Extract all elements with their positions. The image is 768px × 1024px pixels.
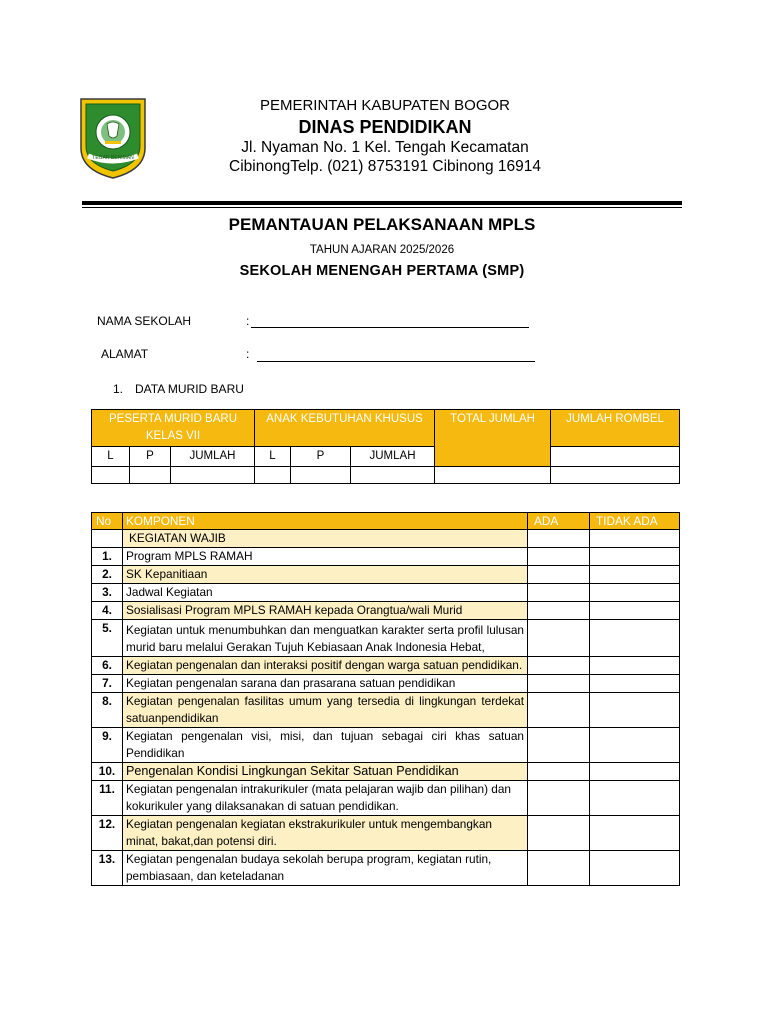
row-number: 7. xyxy=(92,675,123,693)
subheader-p: P xyxy=(130,447,171,467)
row-text: Kegiatan pengenalan budaya sekolah berupa program, kegiatan rutin, pembiasaan, dan keteladanan xyxy=(123,851,528,886)
address-colon: : xyxy=(246,347,250,361)
input-cell[interactable] xyxy=(130,467,171,484)
section-title: DATA MURID BARU xyxy=(135,382,244,396)
tidak-ada-checkbox[interactable] xyxy=(590,851,680,886)
header-component: KOMPONEN xyxy=(123,513,528,530)
row-number: 3. xyxy=(92,584,123,602)
subheader-jumlah: JUMLAH xyxy=(171,447,255,467)
input-cell[interactable] xyxy=(551,467,680,484)
input-cell[interactable] xyxy=(255,467,291,484)
header-ada: ADA xyxy=(528,513,590,530)
row-number: 12. xyxy=(92,816,123,851)
student-data-table xyxy=(91,409,680,484)
tidak-ada-checkbox[interactable] xyxy=(590,675,680,693)
tidak-ada-checkbox[interactable] xyxy=(590,602,680,620)
row-number: 9. xyxy=(92,728,123,763)
row-text: Kegiatan pengenalan fasilitas umum yang tersedia di lingkungan terdekat satuanpendidikan xyxy=(123,693,528,728)
table-row xyxy=(92,584,680,602)
contact-line: CibinongTelp. (021) 8753191 Cibinong 16914 xyxy=(229,158,541,175)
letterhead-divider-thin xyxy=(82,207,682,208)
tidak-ada-checkbox[interactable] xyxy=(590,781,680,816)
ada-checkbox[interactable] xyxy=(528,693,590,728)
section-number: 1. xyxy=(113,382,124,396)
tidak-ada-checkbox[interactable] xyxy=(590,620,680,657)
academic-year: TAHUN AJARAN 2025/2026 xyxy=(309,244,455,256)
ada-checkbox[interactable] xyxy=(528,781,590,816)
section-heading xyxy=(113,382,244,396)
component-checklist-table xyxy=(91,512,680,886)
input-cell[interactable] xyxy=(291,467,351,484)
group-label: KEGIATAN WAJIB xyxy=(123,530,528,548)
row-number: 10. xyxy=(92,763,123,781)
row-number: 2. xyxy=(92,566,123,584)
school-name-field[interactable] xyxy=(251,327,529,328)
header-no: No xyxy=(92,513,123,530)
ada-checkbox[interactable] xyxy=(528,620,590,657)
table-row xyxy=(92,602,680,620)
tidak-ada-checkbox[interactable] xyxy=(590,657,680,675)
subheader-l: L xyxy=(255,447,291,467)
agency-name: DINAS PENDIDIKAN xyxy=(298,117,472,137)
row-number: 6. xyxy=(92,657,123,675)
ada-checkbox[interactable] xyxy=(528,675,590,693)
table-row xyxy=(92,781,680,816)
row-text: Sosialisasi Program MPLS RAMAH kepada Orangtua/wali Murid xyxy=(123,602,528,620)
row-number: 8. xyxy=(92,693,123,728)
tidak-ada-checkbox[interactable] xyxy=(590,728,680,763)
ada-checkbox[interactable] xyxy=(528,548,590,566)
row-number: 11. xyxy=(92,781,123,816)
table-row xyxy=(92,728,680,763)
ada-checkbox[interactable] xyxy=(528,566,590,584)
tidak-ada-checkbox[interactable] xyxy=(590,584,680,602)
address-field[interactable] xyxy=(257,361,535,362)
table-row xyxy=(92,620,680,657)
header-new-students: PESERTA MURID BARU KELAS VII xyxy=(92,410,255,447)
rombel-cell-top[interactable] xyxy=(551,447,680,467)
subheader-p: P xyxy=(291,447,351,467)
input-cell[interactable] xyxy=(351,467,435,484)
subheader-l: L xyxy=(92,447,130,467)
tidak-ada-checkbox[interactable] xyxy=(590,566,680,584)
group-no-cell xyxy=(92,530,123,548)
row-text: SK Kepanitiaan xyxy=(123,566,528,584)
tidak-ada-cell[interactable] xyxy=(590,530,680,548)
ada-checkbox[interactable] xyxy=(528,657,590,675)
header-rombel: JUMLAH ROMBEL xyxy=(551,410,680,447)
row-number: 4. xyxy=(92,602,123,620)
row-text: Kegiatan pengenalan dan interaksi positif dengan warga satuan pendidikan. xyxy=(123,657,528,675)
row-number: 1. xyxy=(92,548,123,566)
row-text: Program MPLS RAMAH xyxy=(123,548,528,566)
header-total: TOTAL JUMLAH xyxy=(435,410,551,467)
header-tidak-ada: TIDAK ADA xyxy=(590,513,680,530)
subheader-jumlah: JUMLAH xyxy=(351,447,435,467)
table-row xyxy=(92,851,680,886)
table-row xyxy=(92,657,680,675)
row-text: Kegiatan untuk menumbuhkan dan menguatkan karakter serta profil lulusan murid baru melalui Gerakan Tujuh Kebiasaan Anak Indonesia Hebat, xyxy=(123,620,528,657)
ada-checkbox[interactable] xyxy=(528,816,590,851)
row-text: Kegiatan pengenalan intrakurikuler (mata pelajaran wajib dan pilihan) dan kokurikuler yang dilaksanakan di satuan pendidikan. xyxy=(123,781,528,816)
tidak-ada-checkbox[interactable] xyxy=(590,693,680,728)
table-row xyxy=(92,675,680,693)
row-text: Pengenalan Kondisi Lingkungan Sekitar Satuan Pendidikan xyxy=(123,763,528,781)
document-title: PEMANTAUAN PELAKSANAAN MPLS xyxy=(228,215,536,234)
ada-checkbox[interactable] xyxy=(528,728,590,763)
table-row xyxy=(92,763,680,781)
kabupaten-bogor-logo xyxy=(78,96,148,180)
government-name: PEMERINTAH KABUPATEN BOGOR xyxy=(259,97,511,114)
table-row xyxy=(92,566,680,584)
row-number: 13. xyxy=(92,851,123,886)
school-level: SEKOLAH MENENGAH PERTAMA (SMP) xyxy=(239,263,525,279)
row-text: Jadwal Kegiatan xyxy=(123,584,528,602)
tidak-ada-checkbox[interactable] xyxy=(590,816,680,851)
ada-checkbox[interactable] xyxy=(528,851,590,886)
school-name-colon: : xyxy=(246,314,250,328)
ada-checkbox[interactable] xyxy=(528,602,590,620)
address-line: Jl. Nyaman No. 1 Kel. Tengah Kecamatan xyxy=(241,139,529,156)
input-cell[interactable] xyxy=(435,467,551,484)
letterhead-divider-thick xyxy=(82,201,682,205)
ada-checkbox[interactable] xyxy=(528,763,590,781)
tidak-ada-checkbox[interactable] xyxy=(590,548,680,566)
school-name-label: NAMA SEKOLAH xyxy=(97,314,192,328)
input-cell[interactable] xyxy=(92,467,130,484)
table-row xyxy=(92,816,680,851)
row-text: Kegiatan pengenalan visi, misi, dan tujuan sebagai ciri khas satuan Pendidikan xyxy=(123,728,528,763)
logo-motto: TEGAR BERIMAN xyxy=(92,155,134,161)
table-row xyxy=(92,693,680,728)
tidak-ada-checkbox[interactable] xyxy=(590,763,680,781)
row-text: Kegiatan pengenalan kegiatan ekstrakurikuler untuk mengembangkan minat, bakat,dan potensi diri. xyxy=(123,816,528,851)
row-number: 5. xyxy=(92,620,123,657)
input-cell[interactable] xyxy=(171,467,255,484)
ada-cell[interactable] xyxy=(528,530,590,548)
address-label: ALAMAT xyxy=(101,347,149,361)
row-text: Kegiatan pengenalan sarana dan prasarana satuan pendidikan xyxy=(123,675,528,693)
ada-checkbox[interactable] xyxy=(528,584,590,602)
table-row xyxy=(92,548,680,566)
header-special-needs: ANAK KEBUTUHAN KHUSUS xyxy=(255,410,435,447)
